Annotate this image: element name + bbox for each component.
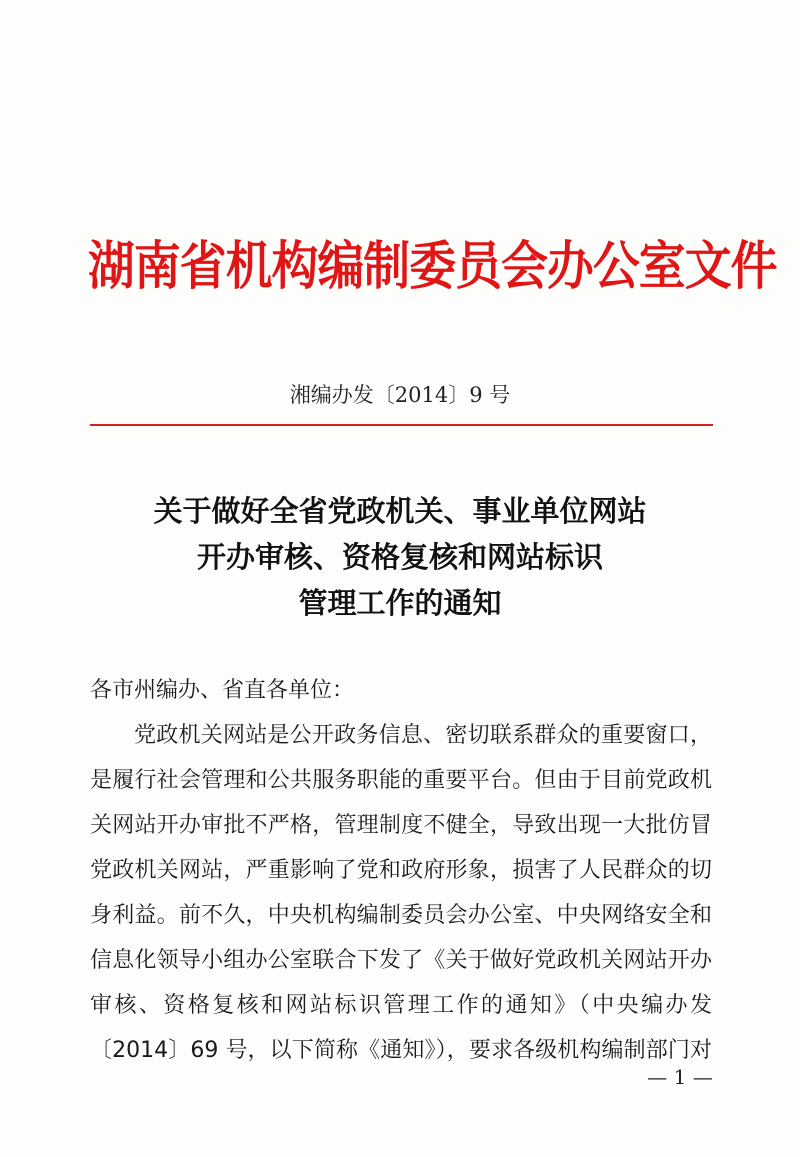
document-title-line: 关于做好全省党政机关、事业单位网站: [153, 494, 647, 528]
body-line: 身利益。前不久，中央机构编制委员会办公室、中央网络安全和: [90, 903, 712, 928]
body-line: 〔2014〕69 号，以下简称《通知》），要求各级机构编制部门对: [90, 1038, 712, 1063]
issuer-header-title: 湖南省机构编制委员会办公室文件: [88, 236, 777, 297]
document-title-line: 管理工作的通知: [298, 586, 502, 620]
body-line: 关网站开办审批不严格，管理制度不健全，导致出现一大批仿冒: [90, 813, 712, 838]
body-line: 是履行社会管理和公共服务职能的重要平台。但由于目前党政机: [90, 768, 712, 793]
page-number: — 1 —: [647, 1065, 713, 1089]
body-line: 审核、资格复核和网站标识管理工作的通知》（中央编办发: [90, 993, 712, 1018]
body-line: 党政机关网站，严重影响了党和政府形象，损害了人民群众的切: [90, 858, 712, 883]
document-title: [0, 488, 800, 626]
body-line: 党政机关网站是公开政务信息、密切联系群众的重要窗口，: [134, 723, 712, 748]
document-title-line: 开办审核、资格复核和网站标识: [196, 540, 603, 574]
body-line: 信息化领导小组办公室联合下发了《关于做好党政机关网站开办: [90, 948, 712, 973]
document-number: 湘编办发〔2014〕9 号: [289, 383, 511, 407]
red-divider-line: [90, 424, 713, 426]
document-body: [90, 668, 712, 1073]
salutation: 各市州编办、省直各单位：: [90, 678, 355, 703]
